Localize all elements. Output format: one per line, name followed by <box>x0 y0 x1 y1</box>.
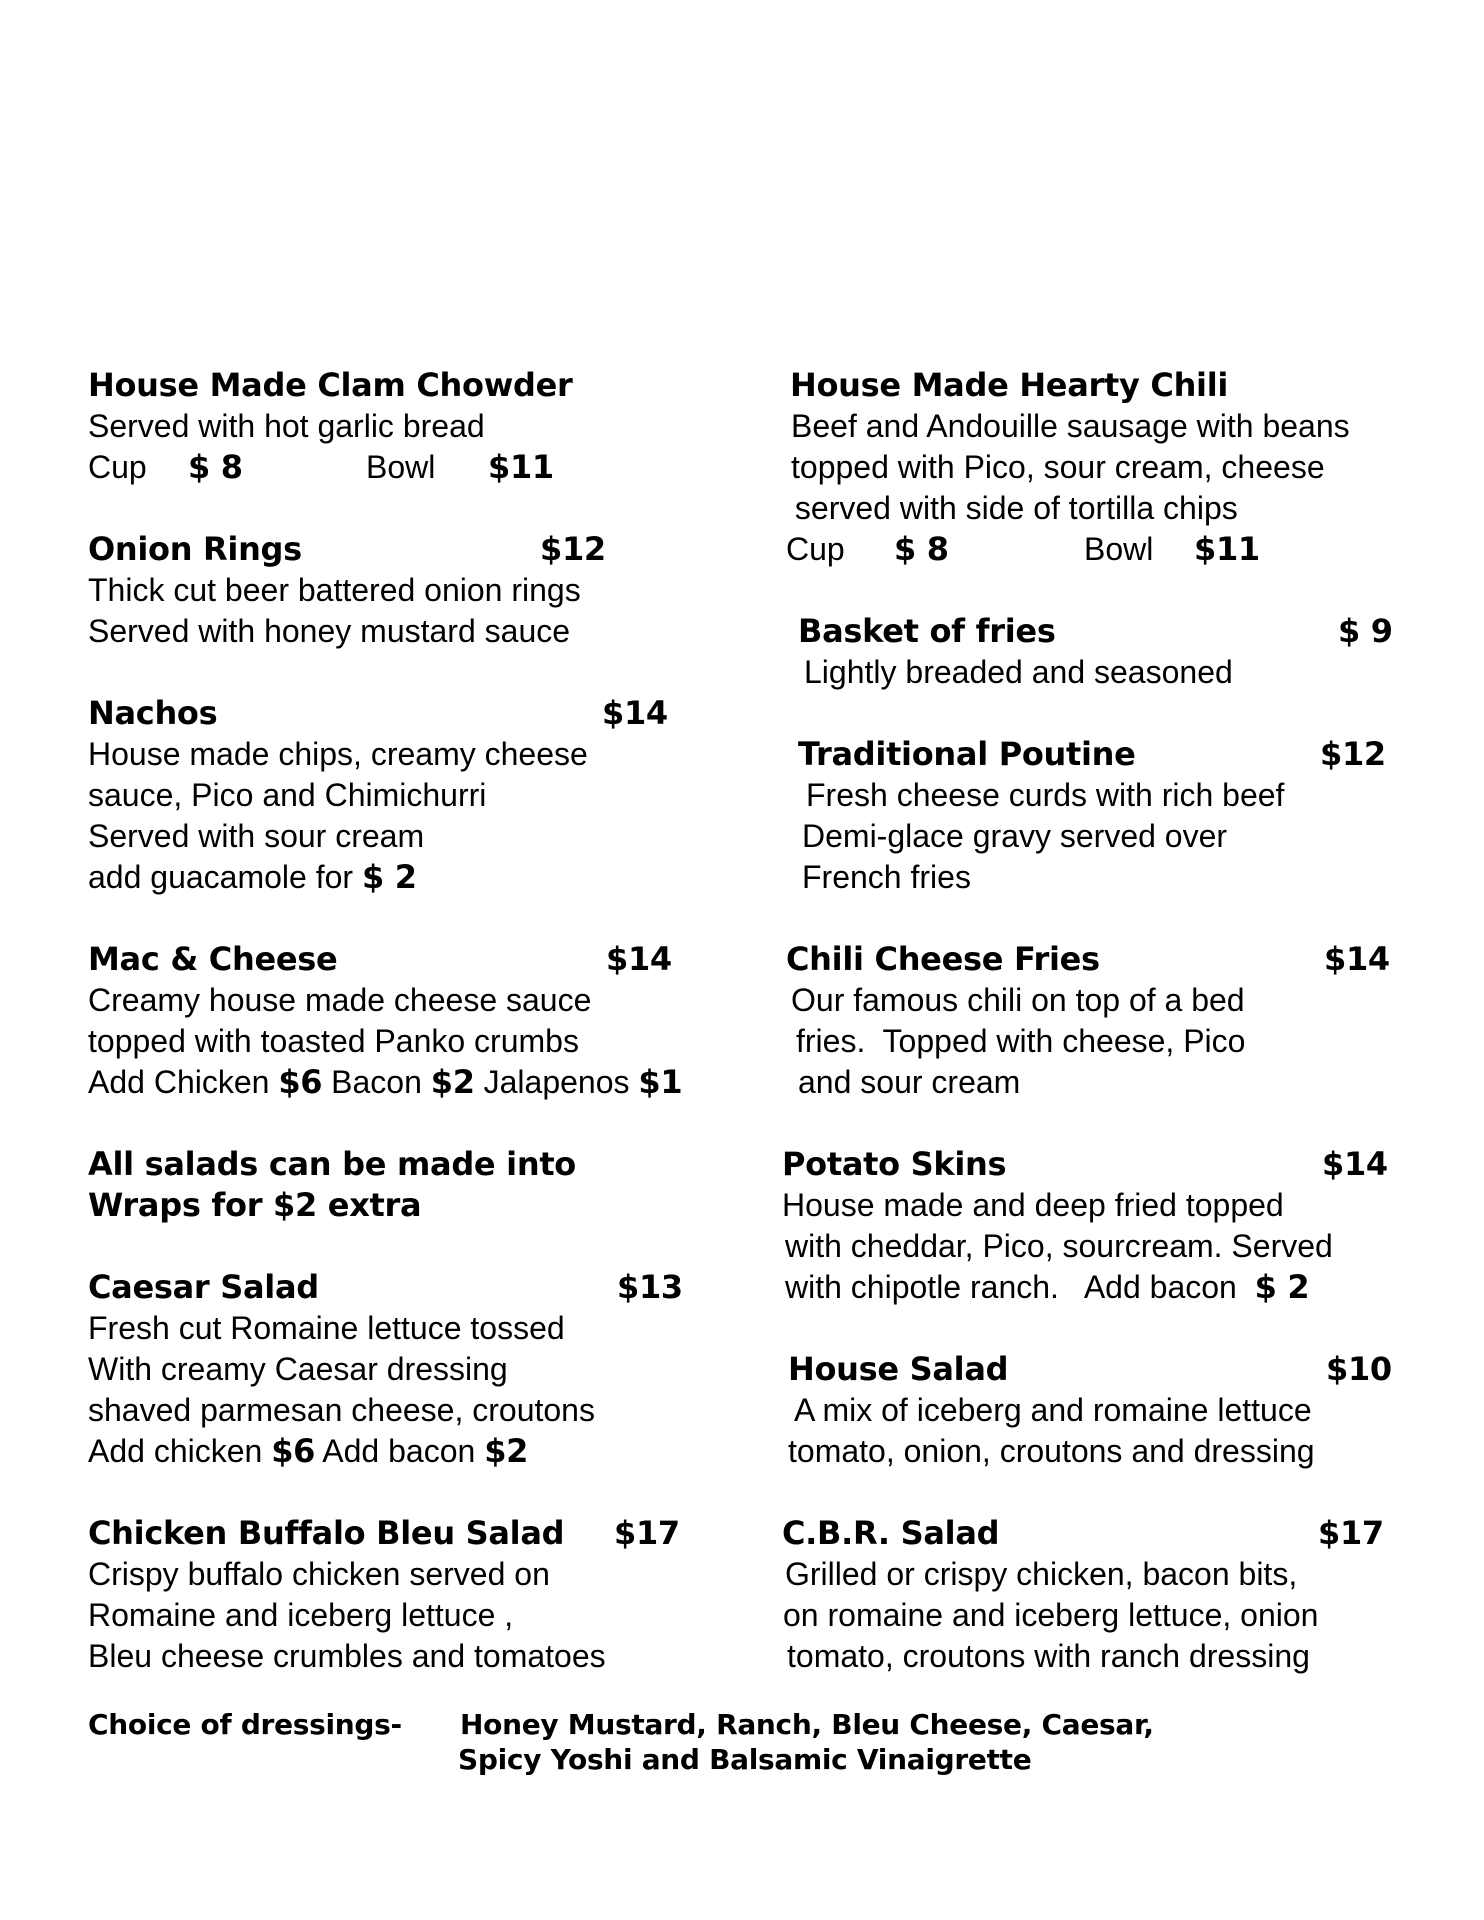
chowder-bowl-label: Bowl <box>366 449 436 485</box>
skins-line: with cheddar, Pico, sourcream. Served <box>785 1228 1333 1264</box>
mac-line: Creamy house made cheese sauce <box>88 982 592 1018</box>
skins-title: Potato Skins <box>782 1145 1007 1183</box>
buffalo-line: Bleu cheese crumbles and tomatoes <box>88 1638 606 1674</box>
chili-fries-price: $14 <box>1324 940 1390 978</box>
wraps-note-line: Wraps for $2 extra <box>88 1186 422 1224</box>
house-salad-price: $10 <box>1326 1350 1392 1388</box>
mac-title: Mac & Cheese <box>88 940 338 978</box>
caesar-add-chicken: Add chicken <box>88 1433 272 1469</box>
cbr-line: Grilled or crispy chicken, bacon bits, <box>785 1556 1298 1592</box>
mac-bacon-price: $2 <box>430 1063 475 1101</box>
caesar-addons <box>88 1431 528 1471</box>
dressings-line: Spicy Yoshi and Balsamic Vinaigrette <box>458 1743 1032 1776</box>
nachos-title: Nachos <box>88 694 218 732</box>
wraps-note-line: All salads can be made into <box>88 1145 576 1183</box>
fries-line: Lightly breaded and seasoned <box>804 654 1233 690</box>
mac-addons <box>88 1062 682 1102</box>
chowder-cup-label: Cup <box>88 449 147 485</box>
mac-price: $14 <box>606 940 672 978</box>
nachos-line: Served with sour cream <box>88 818 425 854</box>
nachos-line: sauce, Pico and Chimichurri <box>88 777 487 813</box>
buffalo-line: Romaine and iceberg lettuce , <box>88 1597 514 1633</box>
onion-rings-price: $12 <box>540 530 606 568</box>
chili-bowl-price: $11 <box>1194 530 1260 568</box>
caesar-title: Caesar Salad <box>88 1268 319 1306</box>
buffalo-line: Crispy buffalo chicken served on <box>88 1556 550 1592</box>
chili-fries-title: Chili Cheese Fries <box>786 940 1100 978</box>
cbr-price: $17 <box>1318 1514 1384 1552</box>
chili-fries-line: and sour cream <box>798 1064 1021 1100</box>
chili-fries-line: fries. Topped with cheese, Pico <box>796 1023 1246 1059</box>
caesar-price: $13 <box>617 1268 683 1306</box>
poutine-line: Fresh cheese curds with rich beef <box>806 777 1285 813</box>
caesar-line: With creamy Caesar dressing <box>88 1351 508 1387</box>
onion-rings-line: Thick cut beer battered onion rings <box>88 572 581 608</box>
chili-cup-price: $ 8 <box>894 530 949 568</box>
chili-bowl-label: Bowl <box>1084 531 1154 567</box>
caesar-chicken-price: $6 <box>271 1432 316 1470</box>
caesar-add-bacon: Add bacon <box>315 1433 485 1469</box>
mac-add-jalapenos: Jalapenos <box>474 1064 639 1100</box>
chowder-cup-price: $ 8 <box>188 448 243 486</box>
poutine-line: French fries <box>802 859 971 895</box>
poutine-price: $12 <box>1320 735 1386 773</box>
mac-line: topped with toasted Panko crumbs <box>88 1023 579 1059</box>
mac-add-bacon: Bacon <box>322 1064 431 1100</box>
mac-chicken-price: $6 <box>278 1063 323 1101</box>
cbr-line: tomato, croutons with ranch dressing <box>787 1638 1310 1674</box>
skins-price: $14 <box>1322 1145 1388 1183</box>
mac-jalapenos-price: $1 <box>638 1063 683 1101</box>
caesar-line: shaved parmesan cheese, croutons <box>88 1392 595 1428</box>
nachos-addon-price: $ 2 <box>361 858 417 896</box>
buffalo-title: Chicken Buffalo Bleu Salad <box>88 1514 565 1552</box>
skins-line: House made and deep fried topped <box>782 1187 1284 1223</box>
house-salad-title: House Salad <box>788 1350 1009 1388</box>
caesar-line: Fresh cut Romaine lettuce tossed <box>88 1310 565 1346</box>
caesar-bacon-price: $2 <box>484 1432 529 1470</box>
chili-line: Beef and Andouille sausage with beans <box>791 408 1350 444</box>
poutine-title: Traditional Poutine <box>798 735 1136 773</box>
chili-cup-label: Cup <box>786 531 845 567</box>
house-salad-line: tomato, onion, croutons and dressing <box>788 1433 1315 1469</box>
skins-addon <box>785 1267 1309 1307</box>
fries-price: $ 9 <box>1338 612 1393 650</box>
dressings-label: Choice of dressings- <box>88 1708 402 1741</box>
skins-addon-text: with chipotle ranch. Add bacon <box>785 1269 1255 1305</box>
house-salad-line: A mix of iceberg and romaine lettuce <box>794 1392 1312 1428</box>
skins-addon-price: $ 2 <box>1254 1268 1310 1306</box>
chili-title: House Made Hearty Chili <box>790 366 1229 404</box>
cbr-line: on romaine and iceberg lettuce, onion <box>783 1597 1319 1633</box>
chili-line: served with side of tortilla chips <box>786 490 1238 526</box>
fries-title: Basket of fries <box>798 612 1056 650</box>
chowder-bowl-price: $11 <box>488 448 554 486</box>
chili-fries-line: Our famous chili on top of a bed <box>791 982 1245 1018</box>
nachos-line: House made chips, creamy cheese <box>88 736 588 772</box>
chowder-desc: Served with hot garlic bread <box>88 408 485 444</box>
poutine-line: Demi-glace gravy served over <box>802 818 1228 854</box>
cbr-title: C.B.R. Salad <box>782 1514 1000 1552</box>
nachos-price: $14 <box>602 694 668 732</box>
chili-line: topped with Pico, sour cream, cheese <box>791 449 1325 485</box>
dressings-line: Honey Mustard, Ranch, Bleu Cheese, Caesar, <box>460 1708 1154 1741</box>
buffalo-price: $17 <box>614 1514 680 1552</box>
chowder-title: House Made Clam Chowder <box>88 366 573 404</box>
mac-add-chicken: Add Chicken <box>88 1064 279 1100</box>
onion-rings-title: Onion Rings <box>88 530 302 568</box>
onion-rings-line: Served with honey mustard sauce <box>88 613 571 649</box>
nachos-addon-text: add guacamole for <box>88 859 362 895</box>
nachos-addon <box>88 857 417 897</box>
